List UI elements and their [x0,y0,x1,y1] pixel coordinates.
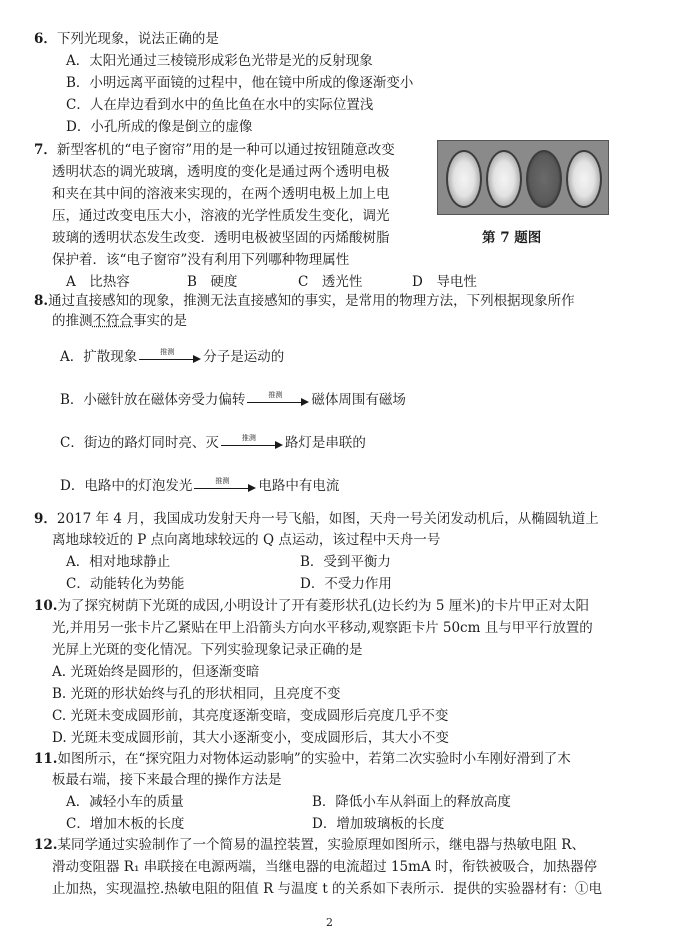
q6-number: 6． [34,31,57,47]
q7-figure-photo [437,140,609,215]
q8-d-phenomenon: D．电路中的灯泡发光 [60,478,193,494]
window-pane-clear-2 [486,150,522,208]
q6-stem-text: 下列光现象，说法正确的是 [56,31,219,47]
q8-b-inference: 磁体周围有磁场 [311,392,406,408]
q8-option-c [60,434,366,452]
q8-line-2 [52,312,187,330]
q7-line-6: 保护着．该“电子窗帘”没有利用下列哪种物理属性 [52,252,350,268]
q9-line-1 [34,510,599,528]
q10-option-a: A. 光斑始终是圆形的，但逐渐变暗 [52,664,260,680]
q8-line-1 [34,292,575,310]
q10-number: 10. [34,598,58,614]
q11-line-1-text: 如图所示，在“探究阻力对物体运动影响”的实验中，若第二次实验时小车刚好滑到了木 [57,751,571,767]
arrow-label: 推测 [160,347,175,356]
window-pane-clear-1 [446,150,482,208]
q8-option-b [60,391,406,409]
q12-number: 12. [34,837,58,853]
q6-option-b: B．小明远离平面镜的过程中，他在镜中所成的像逐渐变小 [66,75,414,91]
q8-c-phenomenon: C．街边的路灯同时亮、灭 [60,435,219,451]
q7-line-4: 压，通过改变电压大小，溶液的光学性质发生变化，调光 [52,208,390,224]
arrow-label: 推测 [268,390,283,399]
window-pane-dark-1 [526,150,562,208]
q11-line-1 [34,750,571,768]
q7-option-d: D 导电性 [412,274,477,290]
q6-option-d: D．小孔所成的像是倒立的虚像 [66,119,253,135]
q11-option-d: D．增加玻璃板的长度 [312,816,445,832]
inference-arrow-icon [139,347,201,365]
q7-option-b: B 硬度 [187,274,238,290]
q11-number: 11. [34,751,58,767]
q7-number: 7． [34,142,57,158]
q8-option-a [60,348,284,366]
q6-option-c: C．人在岸边看到水中的鱼比鱼在水中的实际位置浅 [66,97,374,113]
q8-a-inference: 分子是运动的 [203,349,285,365]
q12-line-1-text: 某同学通过实验制作了一个简易的温控装置，实验原理如图所示，继电器与热敏电阻 R、 [57,837,585,853]
q6-stem [34,30,219,48]
q9-option-b: B．受到平衡力 [300,554,391,570]
window-pane-clear-3 [566,150,602,208]
q7-line-1 [34,141,395,159]
q7-option-c: C 透光性 [298,274,363,290]
q9-line-2: 离地球较近的 P 点向离地球较远的 Q 点运动，该过程中天舟一号 [52,532,441,548]
q11-line-2: 板最右端，接下来最合理的操作方法是 [52,772,282,788]
q8-line-2-pre: 的推测 [52,313,93,329]
q8-option-d [60,477,339,495]
q10-line-1 [34,597,589,615]
inference-arrow-icon [221,433,283,451]
q9-line-1-text: 2017 年 4 月，我国成功发射天舟一号飞船，如图，天舟一号关闭发动机后，从椭圆轨道上 [56,511,599,527]
q10-line-3: 光屏上光斑的变化情况。下列实验现象记录正确的是 [52,642,363,658]
inference-arrow-icon [247,390,309,408]
q11-option-b: B．降低小车从斜面上的释放高度 [312,794,511,810]
q8-a-phenomenon: A．扩散现象 [60,349,138,365]
page-number: 2 [326,916,333,929]
q7-line-5: 玻璃的透明状态发生改变．透明电极被坚固的丙烯酸树脂 [52,230,390,246]
q8-emphasis: 不符合 [92,313,133,329]
q7-option-a: A 比热容 [66,274,130,290]
q9-number: 9． [34,511,57,527]
q10-line-2: 光,并用另一张卡片乙紧贴在甲上沿箭头方向水平移动,观察距卡片 50cm 且与甲平行放置的 [52,620,593,636]
arrow-label: 推测 [215,476,230,485]
q8-line-2-post: 事实的是 [133,313,187,329]
q10-option-c: C. 光斑未变成圆形前，其亮度逐渐变暗，变成圆形后亮度几乎不变 [52,708,449,724]
arrow-label: 推测 [241,433,256,442]
q12-line-1 [34,836,585,854]
q11-option-c: C．增加木板的长度 [66,816,185,832]
q9-option-d: D．不受力作用 [300,576,392,592]
q8-d-inference: 电路中有电流 [258,478,340,494]
q9-option-c: C．动能转化为势能 [66,576,185,592]
q7-figure-caption: 第 7 题图 [482,230,542,246]
q7-line-1-text: 新型客机的“电子窗帘”用的是一种可以通过按钮随意改变 [56,142,395,158]
q12-line-3: 止加热，实现温控.热敏电阻的阻值 R 与温度 t 的关系如下表所示．提供的实验器材有：①电 [52,881,603,897]
q12-line-2: 滑动变阻器 R₁ 串联接在电源两端，当继电器的电流超过 15mA 时，衔铁被吸合，加热器停 [52,859,597,875]
q10-option-d: D. 光斑未变成圆形前，其大小逐渐变小，变成圆形后，其大小不变 [52,730,449,746]
q8-number: 8. [34,293,49,309]
inference-arrow-icon [194,476,256,494]
q7-line-2: 透明状态的调光玻璃，透明度的变化是通过两个透明电极 [52,164,390,180]
q11-option-a: A．减轻小车的质量 [66,794,184,810]
q6-option-a: A．太阳光通过三棱镜形成彩色光带是光的反射现象 [66,53,373,69]
q7-line-3: 和夹在其中间的溶液来实现的，在两个透明电极上加上电 [52,186,390,202]
q10-option-b: B. 光斑的形状始终与孔的形状相同，且亮度不变 [52,686,341,702]
q8-b-phenomenon: B．小磁针放在磁体旁受力偏转 [60,392,246,408]
q8-c-inference: 路灯是串联的 [284,435,366,451]
q8-line-1-text: 通过直接感知的现象，推测无法直接感知的事实，是常用的物理方法，下列根据现象所作 [48,293,575,309]
q9-option-a: A．相对地球静止 [66,554,171,570]
q10-line-1-text: 为了探究树荫下光斑的成因,小明设计了开有菱形状孔(边长约为 5 厘米)的卡片甲正对太阳 [57,598,589,614]
